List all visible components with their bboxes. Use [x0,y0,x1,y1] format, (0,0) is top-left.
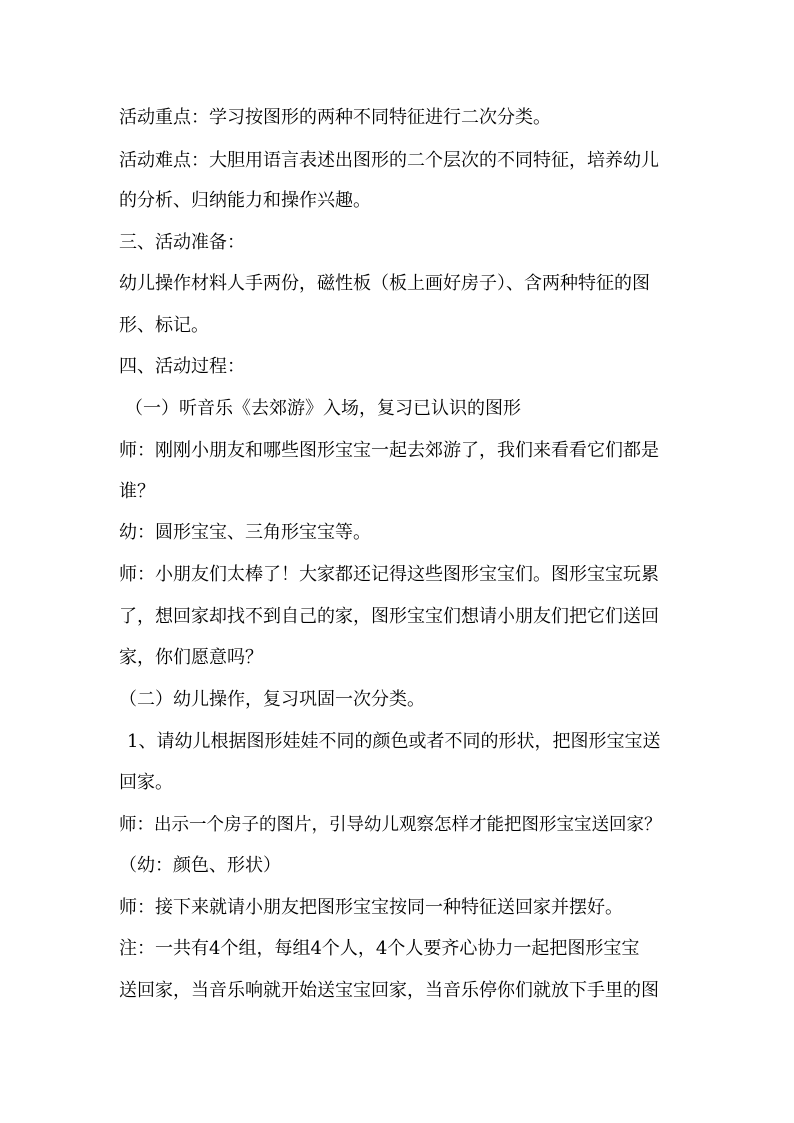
text-line: （幼：颜色、形状） [119,855,281,876]
text-line: 家，你们愿意吗？ [119,647,263,668]
text-line: 师：刚刚小朋友和哪些图形宝宝一起去郊游了，我们来看看它们都是 [119,440,659,461]
text-line: 幼儿操作材料人手两份，磁性板（板上画好房子）、含两种特征的图 [119,273,650,294]
text-line: 注：一共有4个组，每组4个人，4个人要齐心协力一起把图形宝宝 [119,938,640,959]
text-line: 谁？ [119,481,155,502]
text-line: 的分析、归纳能力和操作兴趣。 [119,190,371,211]
text-line: 了，想回家却找不到自己的家，图形宝宝们想请小朋友们把它们送回 [119,606,659,627]
text-line: （一）听音乐《去郊游》入场，复习已认识的图形 [125,398,521,419]
text-line: 1、请幼儿根据图形娃娃不同的颜色或者不同的形状，把图形宝宝送 [127,731,661,752]
text-line: 回家。 [119,772,173,793]
text-line: 活动难点：大胆用语言表述出图形的二个层次的不同特征，培养幼儿 [119,150,659,171]
text-line: 送回家，当音乐响就开始送宝宝回家，当音乐停你们就放下手里的图 [119,980,659,1001]
text-line: 形、标记。 [119,315,209,336]
text-line: 师：小朋友们太棒了！大家都还记得这些图形宝宝们。图形宝宝玩累 [119,564,659,585]
text-line: 师：出示一个房子的图片，引导幼儿观察怎样才能把图形宝宝送回家？ [119,815,662,835]
text-line: （二）幼儿操作，复习巩固一次分类。 [119,689,425,710]
text-line: 活动重点：学习按图形的两种不同特征进行二次分类。 [119,107,551,128]
text-line: 幼：圆形宝宝、三角形宝宝等。 [119,522,371,543]
text-line: 四、活动过程： [119,356,245,377]
text-line: 三、活动准备： [119,232,245,253]
text-line: 师：接下来就请小朋友把图形宝宝按同一种特征送回家并摆好。 [119,897,623,918]
